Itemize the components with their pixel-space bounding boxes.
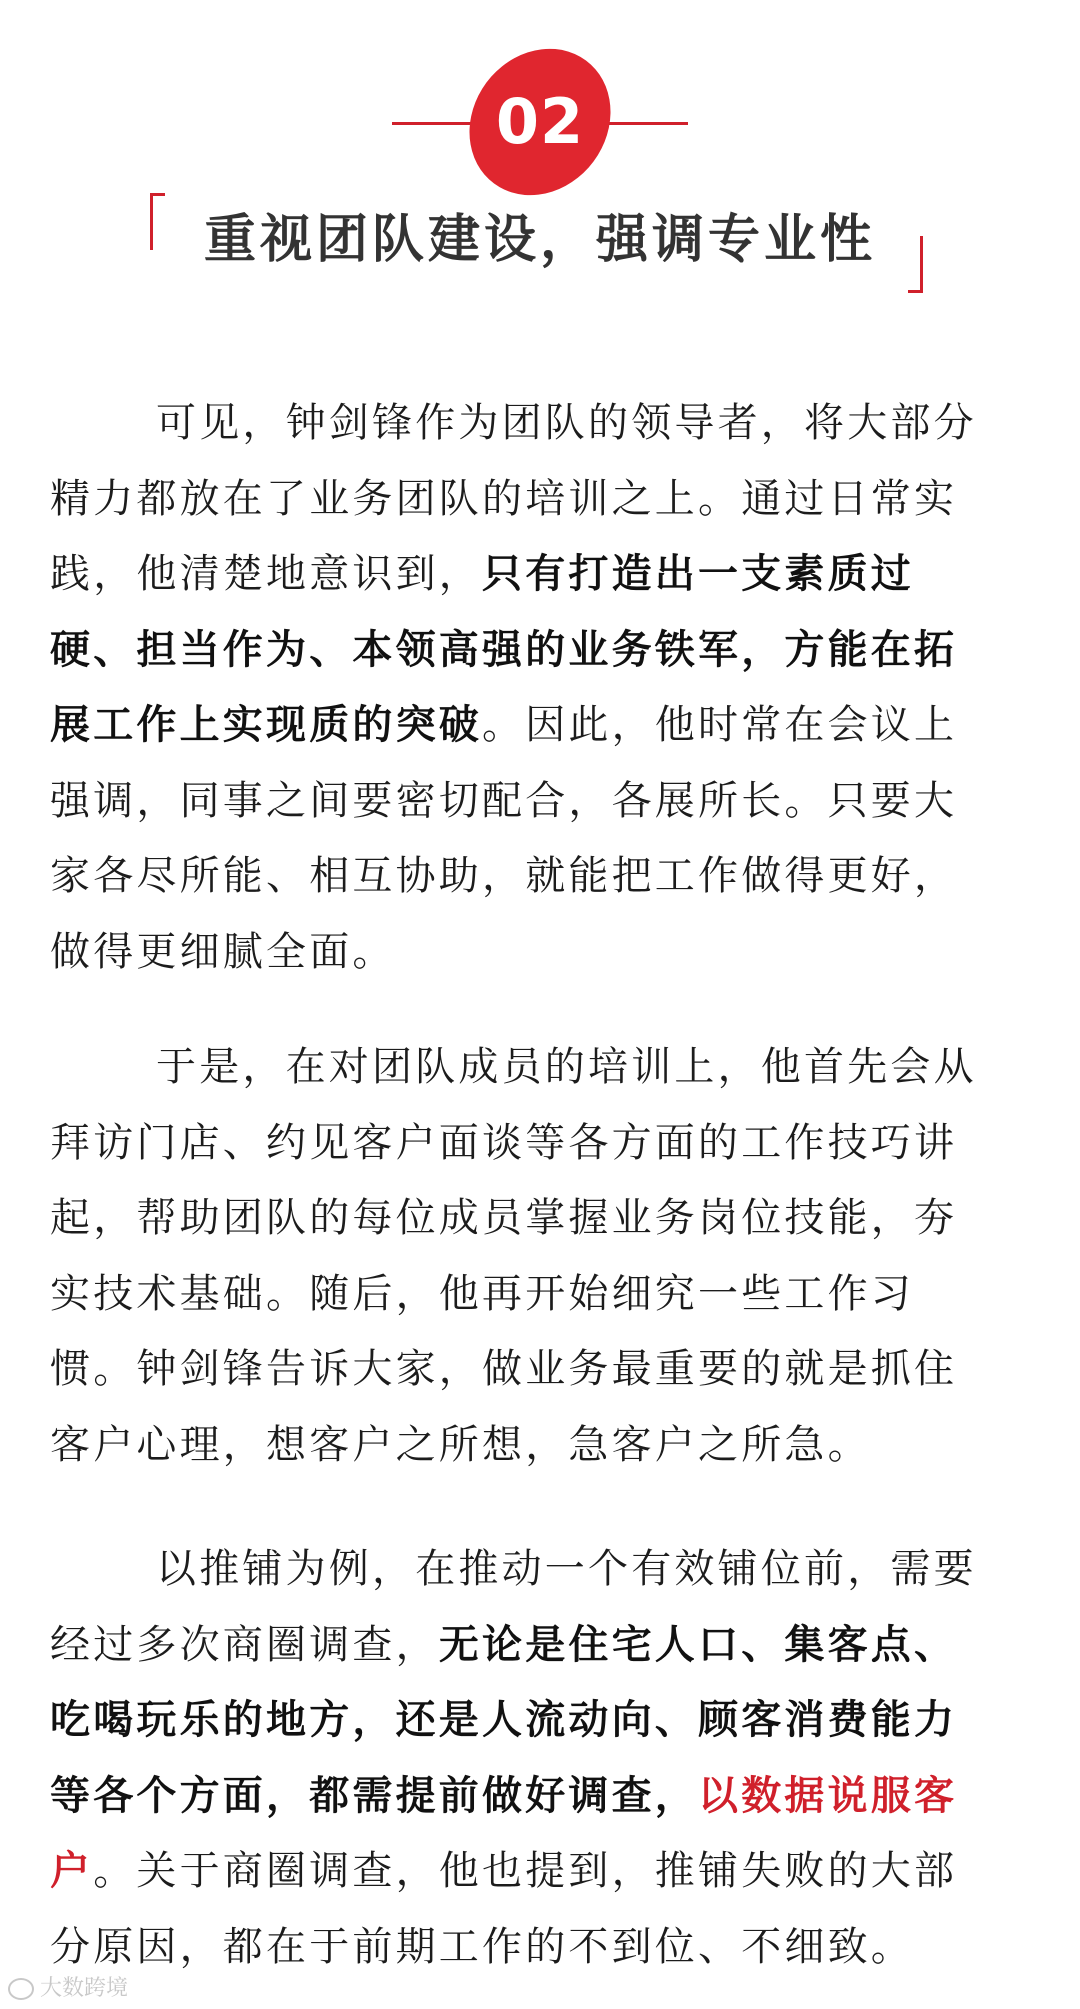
text-line — [50, 1759, 1028, 1835]
watermark — [8, 1974, 128, 2004]
body-text: 精力都放在了业务团队的培训之上。通过日常实 — [50, 475, 958, 522]
watermark-text: 大数跨境 — [40, 1976, 129, 2001]
body-text: 。关于商圈调查，他也提到，推铺失败的大部 — [93, 1848, 958, 1894]
text-line — [50, 1030, 1028, 1106]
text-line — [50, 915, 1028, 991]
emphasis-text: 硬、担当作为、本领高强的业务铁军，方能在拓 — [50, 626, 958, 673]
text-line — [50, 613, 1028, 689]
body-text: 。因此，他时常在会议上 — [482, 702, 958, 748]
highlight-text: 户 — [50, 1848, 94, 1894]
text-line — [50, 1106, 1028, 1182]
text-line — [50, 1834, 1028, 1910]
text-line — [50, 1532, 1028, 1608]
text-line — [50, 1408, 1028, 1484]
emphasis-text: 只有打造出一支素质过 — [482, 551, 914, 597]
text-line — [50, 1608, 1028, 1684]
body-text: 经过多次商圈调查， — [50, 1621, 439, 1668]
paragraph-1 — [50, 386, 1028, 990]
paragraph-3 — [50, 1532, 1028, 1985]
text-line — [50, 1257, 1028, 1333]
title-bracket-close — [908, 236, 923, 293]
text-line — [50, 1683, 1028, 1759]
text-line — [50, 1181, 1028, 1257]
emphasis-text: 展工作上实现质的突破 — [50, 702, 482, 748]
emphasis-text: 等各个方面，都需提前做好调查， — [50, 1772, 698, 1819]
body-text: 践，他清楚地意识到， — [50, 551, 482, 597]
body-text: 起，帮助团队的每位成员掌握业务岗位技能，夯 — [50, 1195, 958, 1241]
text-line — [50, 1332, 1028, 1408]
weibo-logo-icon — [8, 1978, 34, 2000]
emphasis-text: 无论是住宅人口、集客点、 — [438, 1621, 958, 1668]
text-line — [50, 839, 1028, 915]
highlight-text: 以数据说服客 — [698, 1772, 958, 1819]
title-bracket-open — [150, 193, 165, 250]
body-text: 强调，同事之间要密切配合，各展所长。只要大 — [50, 777, 958, 824]
body-text: 家各尽所能、相互协助，就能把工作做得更好， — [50, 853, 958, 899]
badge-number: 02 — [495, 85, 585, 158]
emphasis-text: 吃喝玩乐的地方，还是人流动向、顾客消费能力 — [50, 1697, 958, 1743]
body-text: 于是，在对团队成员的培训上，他首先会从 — [156, 1044, 977, 1090]
body-text: 分原因，都在于前期工作的不到位、不细致。 — [50, 1923, 914, 1970]
body-text: 客户心理，想客户之所想，急客户之所急。 — [50, 1421, 871, 1468]
text-line — [50, 764, 1028, 840]
section-header — [0, 0, 1080, 300]
body-text: 实技术基础。随后，他再开始细究一些工作习 — [50, 1270, 914, 1317]
body-text: 做得更细腻全面。 — [50, 928, 396, 975]
paragraph-2 — [50, 1030, 1028, 1483]
text-line — [50, 462, 1028, 538]
section-title: 重视团队建设，强调专业性 — [203, 210, 876, 270]
body-text: 拜访门店、约见客户面谈等各方面的工作技巧讲 — [50, 1119, 958, 1166]
body-text: 以推铺为例，在推动一个有效铺位前，需要 — [156, 1546, 977, 1592]
text-line — [50, 1910, 1028, 1986]
body-text: 可见，钟剑锋作为团队的领导者，将大部分 — [156, 400, 977, 446]
text-line — [50, 688, 1028, 764]
text-line — [50, 386, 1028, 462]
body-text: 惯。钟剑锋告诉大家，做业务最重要的就是抓住 — [50, 1346, 958, 1392]
text-line — [50, 537, 1028, 613]
